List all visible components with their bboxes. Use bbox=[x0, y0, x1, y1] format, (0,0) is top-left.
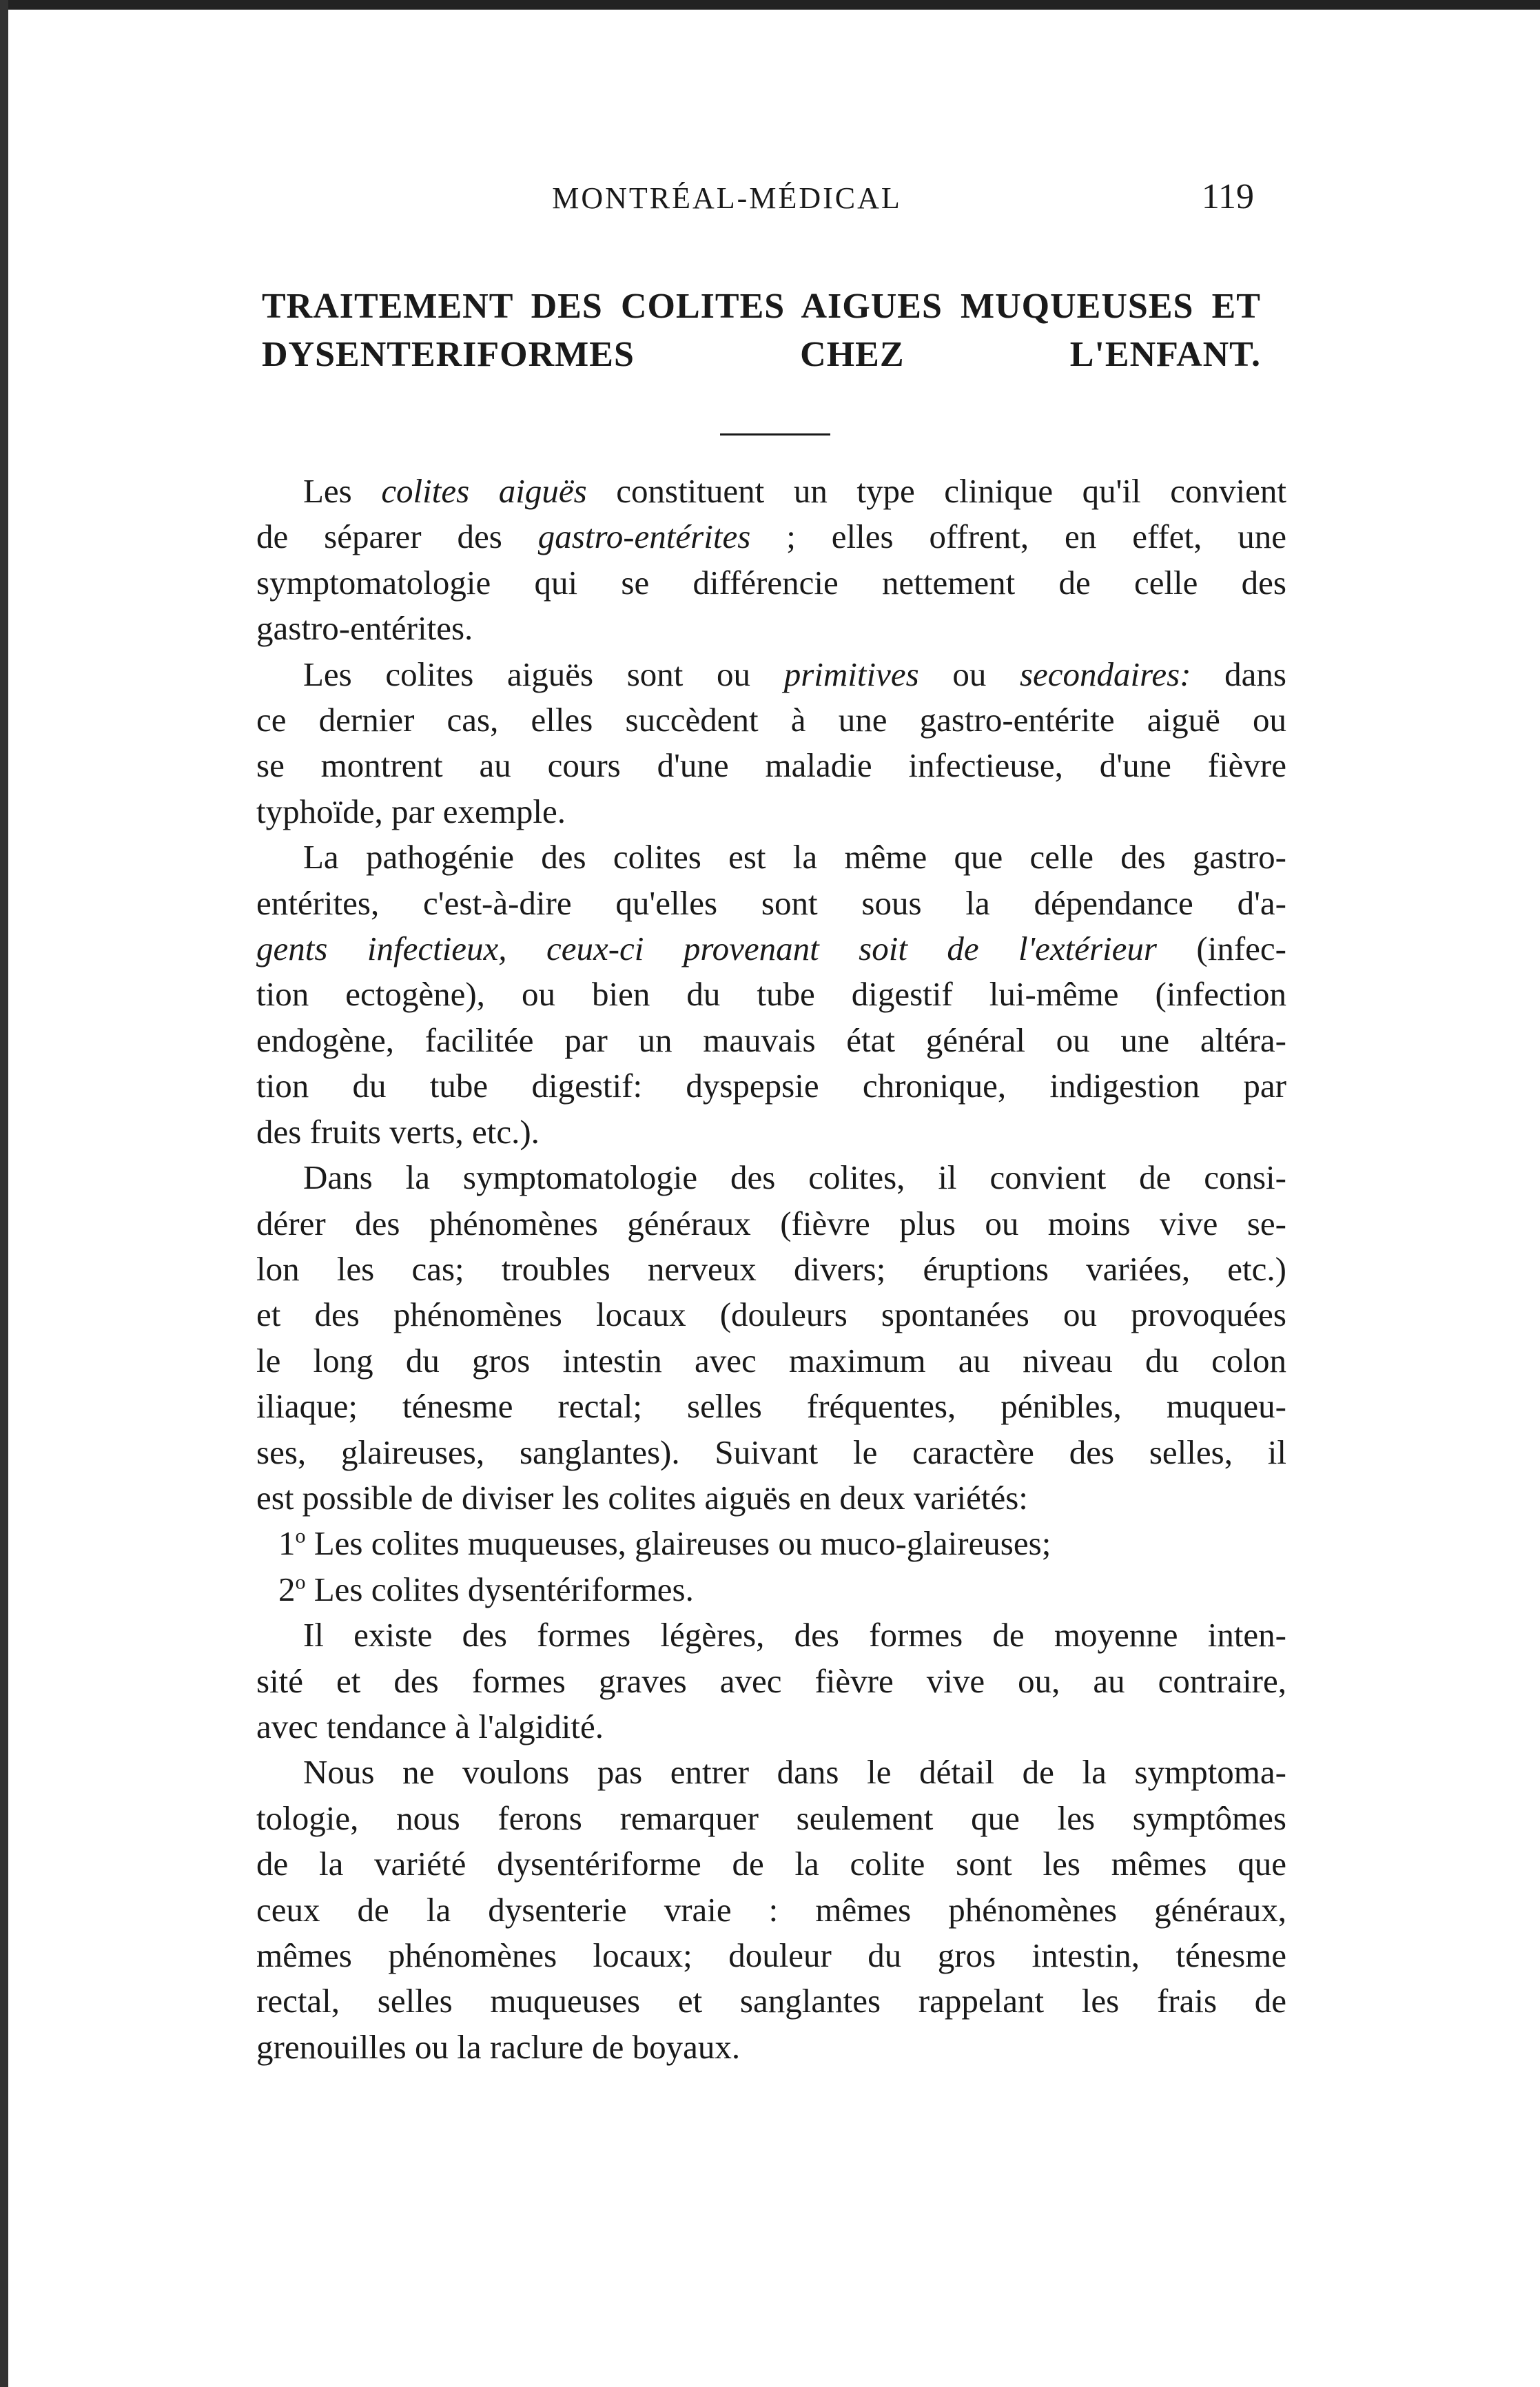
text-line bbox=[256, 743, 1286, 788]
text-line bbox=[256, 560, 1286, 606]
text-line bbox=[256, 606, 1286, 651]
text-run: dérer des phénomènes généraux (fièvre plus ou moins vive se- bbox=[256, 1204, 1286, 1242]
text-run: constituent un type clinique qu'il convient bbox=[586, 472, 1286, 510]
text-run: typhoïde, par exemple. bbox=[256, 792, 566, 830]
text-run: tologie, nous ferons remarquer seulement que les symptômes bbox=[256, 1799, 1286, 1837]
text-run: endogène, facilitée par un mauvais état général ou une altéra- bbox=[256, 1021, 1286, 1059]
text-line bbox=[256, 1841, 1286, 1887]
text-run: de la variété dysentériforme de la colite sont les mêmes que bbox=[256, 1845, 1286, 1883]
text-line bbox=[256, 1018, 1286, 1063]
text-line bbox=[256, 881, 1286, 926]
text-run: Il existe des formes légères, des formes de moyenne inten- bbox=[303, 1616, 1286, 1654]
text-line bbox=[256, 1612, 1286, 1658]
text-run: ceux de la dysenterie vraie : mêmes phénomènes généraux, bbox=[256, 1890, 1286, 1929]
superscript: o bbox=[295, 1525, 306, 1548]
list-item bbox=[256, 1521, 1286, 1566]
text-run: avec tendance à l'algidité. bbox=[256, 1707, 604, 1745]
text-run: ses, glaireuses, sanglantes). Suivant le caractère des selles, il bbox=[256, 1433, 1286, 1471]
running-head bbox=[200, 177, 1254, 222]
text-run: tion ectogène), ou bien du tube digestif lui-même (infection bbox=[256, 975, 1286, 1014]
text-run: ; elles offrent, en effet, une bbox=[750, 518, 1286, 556]
text-run: entérites, c'est-à-dire qu'elles sont sous la dépendance d'a- bbox=[256, 883, 1286, 922]
text-line bbox=[256, 926, 1286, 972]
text-line bbox=[256, 1567, 1286, 1612]
text-run: et des phénomènes locaux (douleurs spontanées ou provoquées bbox=[256, 1295, 1286, 1334]
italic-run: gents infectieux, ceux-ci provenant soit de l'extérieur bbox=[256, 930, 1157, 968]
italic-run: secondaires: bbox=[1019, 655, 1191, 693]
text-run: symptomatologie qui se différencie nettement de celle des bbox=[256, 563, 1286, 602]
text-line bbox=[256, 1750, 1286, 1795]
text-run: est possible de diviser les colites aiguës en deux variétés: bbox=[256, 1478, 1028, 1517]
text-line bbox=[256, 697, 1286, 743]
item-number: 1 bbox=[278, 1524, 296, 1563]
paragraph bbox=[256, 1750, 1286, 2070]
text-line bbox=[256, 469, 1286, 514]
text-run: mêmes phénomènes locaux; douleur du gros intestin, ténesme bbox=[256, 1936, 1286, 1974]
paragraph bbox=[256, 469, 1286, 652]
scan-top-edge bbox=[0, 0, 1540, 10]
text-run: rectal, selles muqueuses et sanglantes rappelant les frais de bbox=[256, 1982, 1286, 2020]
article-title-line: TRAITEMENT DES COLITES AIGUES MUQUEUSES ET bbox=[262, 287, 1261, 326]
italic-run: colites aiguës bbox=[381, 472, 587, 510]
text-run: de séparer des bbox=[256, 518, 538, 556]
paragraph bbox=[256, 1612, 1286, 1750]
article-body bbox=[256, 469, 1286, 2070]
superscript: o bbox=[295, 1570, 306, 1594]
paragraph bbox=[256, 652, 1286, 835]
text-line bbox=[256, 1247, 1286, 1292]
text-line bbox=[256, 1521, 1286, 1566]
text-run: grenouilles ou la raclure de boyaux. bbox=[256, 2027, 741, 2066]
text-run: tion du tube digestif: dyspepsie chronique, indigestion par bbox=[256, 1067, 1286, 1105]
text-run: le long du gros intestin avec maximum au niveau du colon bbox=[256, 1341, 1286, 1380]
paragraph bbox=[256, 834, 1286, 1155]
article-title-line: DYSENTERIFORMES CHEZ L'ENFANT. bbox=[262, 335, 1261, 374]
text-run: (infec- bbox=[1157, 930, 1286, 968]
text-run: des fruits verts, etc.). bbox=[256, 1112, 540, 1151]
text-run: Les colites aiguës sont ou bbox=[303, 655, 784, 693]
text-run: Les colites muqueuses, glaireuses ou muco-glaireuses; bbox=[305, 1524, 1051, 1563]
text-run: Nous ne voulons pas entrer dans le détail de la symptoma- bbox=[303, 1753, 1286, 1792]
text-line bbox=[256, 652, 1286, 697]
text-run: sité et des formes graves avec fièvre vive ou, au contraire, bbox=[256, 1661, 1286, 1700]
scan-left-edge bbox=[0, 0, 8, 2387]
text-line bbox=[256, 789, 1286, 834]
text-line bbox=[256, 1704, 1286, 1750]
text-run: ou bbox=[918, 655, 1020, 693]
text-run: se montrent au cours d'une maladie infectieuse, d'une fièvre bbox=[256, 746, 1286, 785]
paragraph bbox=[256, 1155, 1286, 1521]
text-line bbox=[256, 1338, 1286, 1384]
text-line bbox=[256, 1933, 1286, 1978]
text-run: iliaque; ténesme rectal; selles fréquentes, pénibles, muqueu- bbox=[256, 1387, 1286, 1426]
text-line bbox=[256, 1796, 1286, 1841]
text-run: Les bbox=[303, 472, 382, 510]
text-line bbox=[256, 1201, 1286, 1247]
article-title bbox=[262, 283, 1261, 379]
text-line bbox=[256, 834, 1286, 880]
item-number: 2 bbox=[278, 1570, 296, 1608]
italic-run: primitives bbox=[783, 655, 919, 693]
text-run: ce dernier cas, elles succèdent à une gastro-entérite aiguë ou bbox=[256, 701, 1286, 739]
text-run: Dans la symptomatologie des colites, il convient de consi- bbox=[303, 1158, 1286, 1197]
text-line bbox=[256, 1887, 1286, 1933]
page-number: 119 bbox=[1201, 177, 1254, 216]
text-line bbox=[256, 1292, 1286, 1338]
title-separator bbox=[720, 433, 830, 436]
text-run: La pathogénie des colites est la même que celle des gastro- bbox=[303, 838, 1286, 877]
text-run: gastro-entérites. bbox=[256, 609, 473, 648]
text-line bbox=[256, 1659, 1286, 1704]
list-item bbox=[256, 1567, 1286, 1612]
text-line bbox=[256, 1430, 1286, 1475]
running-title: MONTRÉAL-MÉDICAL bbox=[552, 181, 902, 215]
text-line bbox=[256, 1155, 1286, 1200]
text-line bbox=[256, 972, 1286, 1017]
text-line bbox=[256, 2025, 1286, 2070]
text-line bbox=[256, 1109, 1286, 1155]
text-run: Les colites dysentériformes. bbox=[305, 1570, 694, 1608]
text-line bbox=[256, 1978, 1286, 2024]
text-line bbox=[256, 1475, 1286, 1521]
text-run: lon les cas; troubles nerveux divers; éruptions variées, etc.) bbox=[256, 1249, 1286, 1288]
text-line bbox=[256, 514, 1286, 560]
text-line bbox=[256, 1384, 1286, 1429]
text-run: dans bbox=[1191, 655, 1286, 693]
italic-run: gastro-entérites bbox=[537, 518, 751, 556]
text-line bbox=[256, 1063, 1286, 1109]
